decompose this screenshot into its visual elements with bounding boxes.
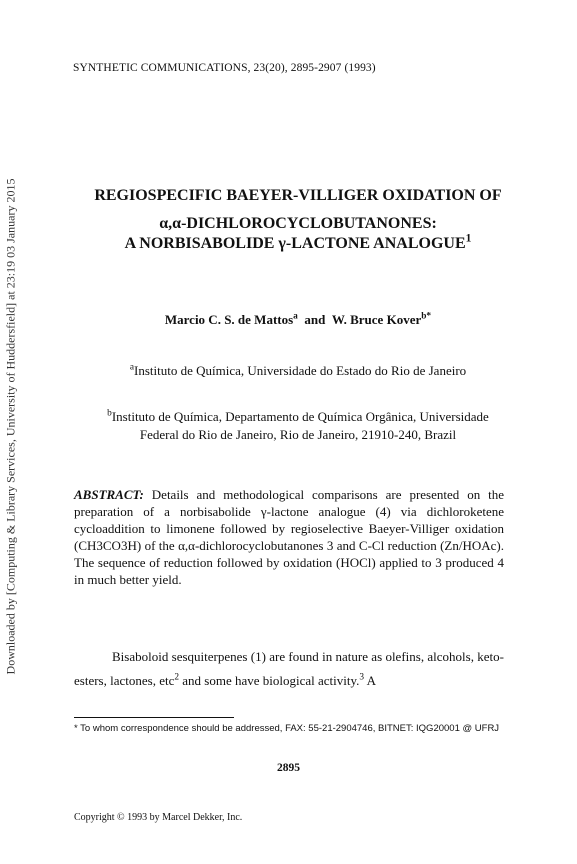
abstract [74, 486, 504, 588]
download-watermark: Downloaded by [Computing & Library Services, University of Huddersfield] at 23:19 03 January 2015 [3, 178, 18, 675]
journal-header: SYNTHETIC COMMUNICATIONS, 23(20), 2895-2907 (1993) [73, 62, 376, 74]
abstract-text: Details and methodological comparisons are presented on the preparation of a norbisabolide γ-lactone analogue (4) via dichloroketene cycloaddition to limonene followed by regioselective Baeyer-Villiger oxidation (CH3CO3H) of the α,α-dichlorocyclobutanones 3 and C-Cl reduction (Zn/HOAc). The sequence of reduction followed by oxidation (HOCl) applied to 3 produced 4 in much better yield. [74, 487, 505, 587]
title-line-2: α,α-DICHLOROCYCLOBUTANONES: [159, 215, 437, 232]
reference-marker-3: 3 [359, 672, 365, 683]
body-text-2: and some have biological activity. [179, 673, 360, 688]
title-footnote-marker: 1 [465, 232, 472, 245]
author-1-affiliation-marker: a [293, 311, 298, 322]
affiliation-b-text-1: Instituto de Química, Departamento de Química Orgânica, Universidade [111, 409, 489, 424]
copyright-line: Copyright © 1993 by Marcel Dekker, Inc. [74, 812, 243, 823]
body-text-3: A [364, 673, 376, 688]
title-line-3 [63, 232, 533, 253]
affiliation-b-marker: b [107, 408, 112, 419]
author-1: Marcio C. S. de Mattos [164, 312, 294, 327]
author-2-affiliation-marker: b* [421, 311, 432, 322]
affiliation-b-line-2: Federal do Rio de Janeiro, Rio de Janeiro, 21910-240, Brazil [139, 427, 457, 442]
abstract-label: ABSTRACT: [74, 487, 144, 502]
title-line-1: REGIOSPECIFIC BAEYER-VILLIGER OXIDATION OF [94, 187, 502, 204]
affiliation-a-text: Instituto de Química, Universidade do Estado do Rio de Janeiro [134, 363, 467, 378]
body-paragraph [74, 645, 504, 693]
author-list [63, 312, 533, 328]
author-2: W. Bruce Kover [331, 312, 422, 327]
affiliation-b [63, 408, 533, 444]
footnote: * To whom correspondence should be addressed, FAX: 55-21-2904746, BITNET: IQG20001 @ UFRJ [74, 723, 500, 734]
author-conjunction: and [304, 312, 326, 327]
reference-marker-2: 2 [174, 672, 180, 683]
footnote-divider [74, 717, 234, 718]
title-line-3-text: A NORBISABOLIDE γ-LACTONE ANALOGUE [124, 235, 466, 252]
body-text-1: Bisaboloid sesquiterpenes (1) are found in nature as olefins, alcohols, keto-esters, lactones, etc [74, 649, 504, 688]
affiliation-b-line-1 [63, 408, 533, 426]
affiliation-a [63, 362, 533, 380]
affiliation-a-marker: a [129, 362, 134, 373]
page-number: 2895 [277, 762, 300, 774]
